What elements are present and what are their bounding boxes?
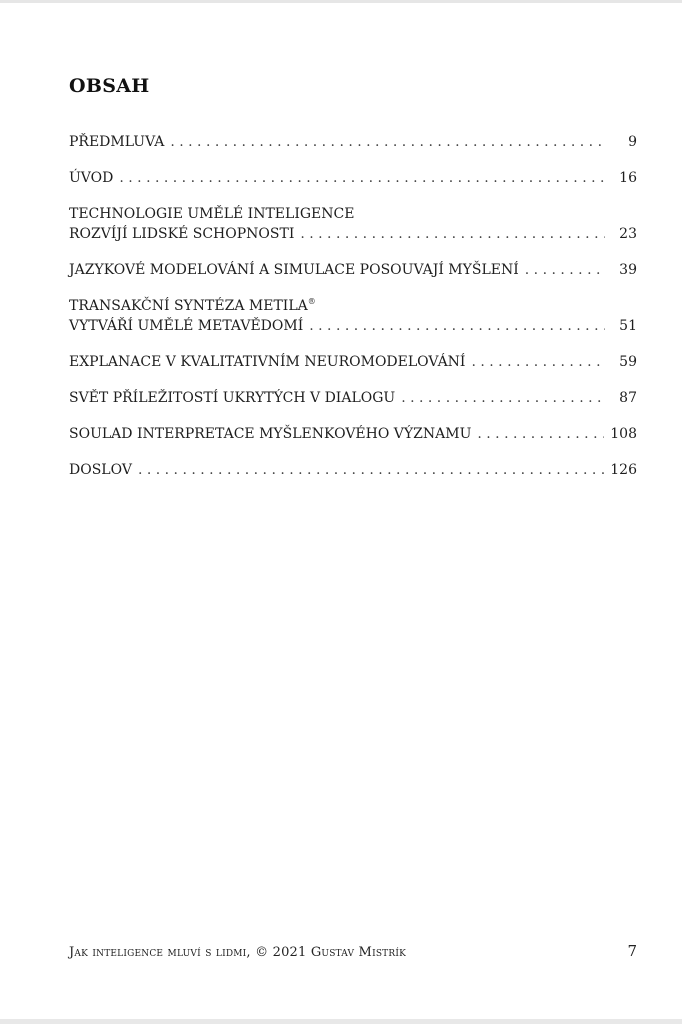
toc-page-number: 59 <box>619 354 637 370</box>
toc-page-number: 9 <box>628 134 637 150</box>
toc-page-number: 108 <box>610 426 637 442</box>
toc-entry-title: ÚVOD <box>69 170 114 186</box>
toc-entry-title: PŘEDMLUVA <box>69 134 165 150</box>
dot-leader <box>309 316 605 336</box>
toc-entry-title: SOULAD INTERPRETACE MYŠLENKOVÉHO VÝZNAMU <box>69 426 472 442</box>
page-footer <box>69 942 637 960</box>
toc-page-number: 16 <box>619 170 637 186</box>
dot-leader <box>401 388 605 408</box>
dot-leader <box>525 260 605 280</box>
footer-credit: Jak inteligence mluví s lidmi, © 2021 Gustav Mistrík <box>69 945 407 960</box>
toc-entry-title: EXPLANACE V KVALITATIVNÍM NEUROMODELOVÁNÍ <box>69 354 466 370</box>
dot-leader <box>138 460 604 480</box>
toc-entry-jazykove[interactable] <box>69 260 637 280</box>
toc-entry-explanace[interactable] <box>69 352 637 372</box>
toc-entry-title-line-2: VYTVÁŘÍ UMĚLÉ METAVĚDOMÍ <box>69 318 304 334</box>
toc-page-number: 39 <box>619 262 637 278</box>
page-bottom-edge <box>0 1019 682 1024</box>
toc-entry-title: DOSLOV <box>69 462 132 478</box>
dot-leader <box>477 424 604 444</box>
dot-leader <box>300 224 605 244</box>
toc-entry-title: JAZYKOVÉ MODELOVÁNÍ A SIMULACE POSOUVAJÍ MYŠLENÍ <box>69 262 519 278</box>
toc-entry-predmluva[interactable] <box>69 132 637 152</box>
toc-entry-transakcni[interactable] <box>69 296 637 336</box>
toc-entry-technologie[interactable] <box>69 204 637 244</box>
table-of-contents <box>69 132 637 480</box>
footer-page-number: 7 <box>627 942 637 960</box>
toc-page-number: 87 <box>619 390 637 406</box>
page-title: OBSAH <box>69 74 150 97</box>
toc-entry-uvod[interactable] <box>69 168 637 188</box>
dot-leader <box>471 352 605 372</box>
toc-entry-title: SVĚT PŘÍLEŽITOSTÍ UKRYTÝCH V DIALOGU <box>69 390 396 406</box>
registered-mark: ® <box>307 297 316 306</box>
toc-page-number: 23 <box>619 226 637 242</box>
toc-entry-doslov[interactable] <box>69 460 637 480</box>
toc-page-number: 126 <box>610 462 637 478</box>
toc-entry-title-line-1: TECHNOLOGIE UMĚLÉ INTELIGENCE <box>69 206 355 222</box>
toc-entry-title-text: TRANSAKČNÍ SYNTÉZA METILA <box>69 298 308 314</box>
dot-leader <box>119 168 605 188</box>
toc-entry-soulad[interactable] <box>69 424 637 444</box>
toc-entry-title-line-1 <box>69 296 316 316</box>
toc-entry-svet[interactable] <box>69 388 637 408</box>
toc-page-number: 51 <box>619 318 637 334</box>
toc-entry-title-line-2: ROZVÍJÍ LIDSKÉ SCHOPNOSTI <box>69 226 295 242</box>
dot-leader <box>170 132 605 152</box>
page-top-edge <box>0 0 682 3</box>
